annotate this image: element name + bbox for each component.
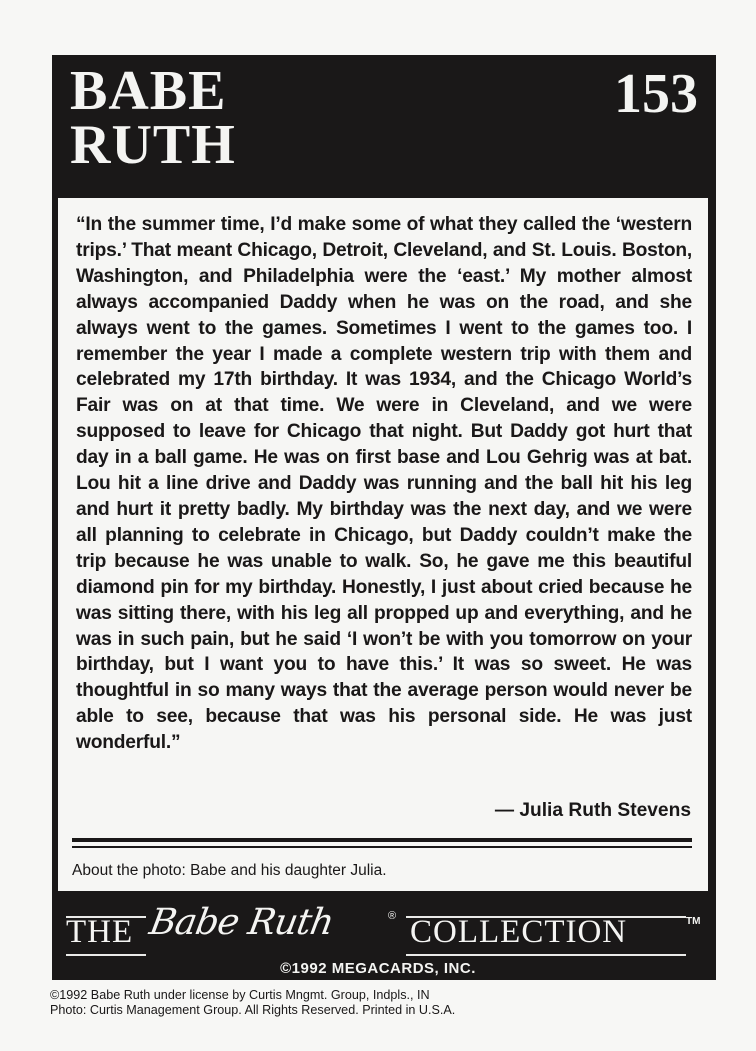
logo-line-bottom-left: [66, 954, 146, 956]
trademark-mark: TM: [686, 916, 701, 927]
legal-text: [50, 988, 455, 1018]
registered-mark: ®: [388, 910, 397, 922]
divider-thin: [72, 846, 692, 848]
babe-ruth-signature: Babe Ruth: [146, 902, 337, 943]
divider-thick: [72, 838, 692, 842]
legal-line-1: ©1992 Babe Ruth under license by Curtis Mngmt. Group, Indpls., IN: [50, 988, 430, 1002]
legal-line-2: Photo: Curtis Management Group. All Rights Reserved. Printed in U.S.A.: [50, 1003, 456, 1017]
photo-caption: About the photo: Babe and his daughter Julia.: [72, 862, 387, 879]
player-last-name: RUTH: [70, 114, 236, 176]
collection-logo: [58, 902, 708, 958]
logo-suffix: COLLECTION: [410, 914, 628, 950]
quote-text: “In the summer time, I’d make some of what they called the ‘western trips.’ That meant Chicago, Detroit, Cleveland, and St. Louis. Boston, Washington, and Philadelphia were the ‘east.’ My mother almost always accompanied Daddy when he was on the road, and she always went to the games. Sometimes I went to the games too. I remember the year I made a complete western trip with them and celebrated my 17th birthday. It was 1934, and the Chicago World’s Fair was on at that time. We were in Cleveland, and we were supposed to leave for Chicago that night. But Daddy got hurt that day in a ball game. He was on first base and Lou Gehrig was at bat. Lou hit a line drive and Daddy was running and the ball hit his leg and hurt it pretty badly. My birthday was the next day, and we were all planning to celebrate in Chicago, but Daddy couldn’t make the trip because he was unable to walk. So, he gave me this beautiful diamond pin for my birthday. Honestly, I just about cried because he was sitting there, with his leg all propped up and everything, and he was in such pain, but he said ‘I won’t be with you tomorrow on your birthday, but I want you to have this.’ It was so sweet. He was thoughtful in so many ways that the average person would never be able to see, because that was his personal side. He was just wonderful.”: [76, 214, 692, 754]
copyright-line: ©1992 MEGACARDS, INC.: [280, 960, 476, 977]
card-number: 153: [614, 63, 698, 125]
player-first-name: BABE: [70, 60, 227, 122]
logo-line-bottom-right: [406, 954, 686, 956]
text-panel: [58, 198, 708, 891]
logo-prefix: THE: [66, 914, 134, 950]
quote-attribution: — Julia Ruth Stevens: [494, 800, 691, 821]
player-name-heading: [70, 60, 236, 176]
